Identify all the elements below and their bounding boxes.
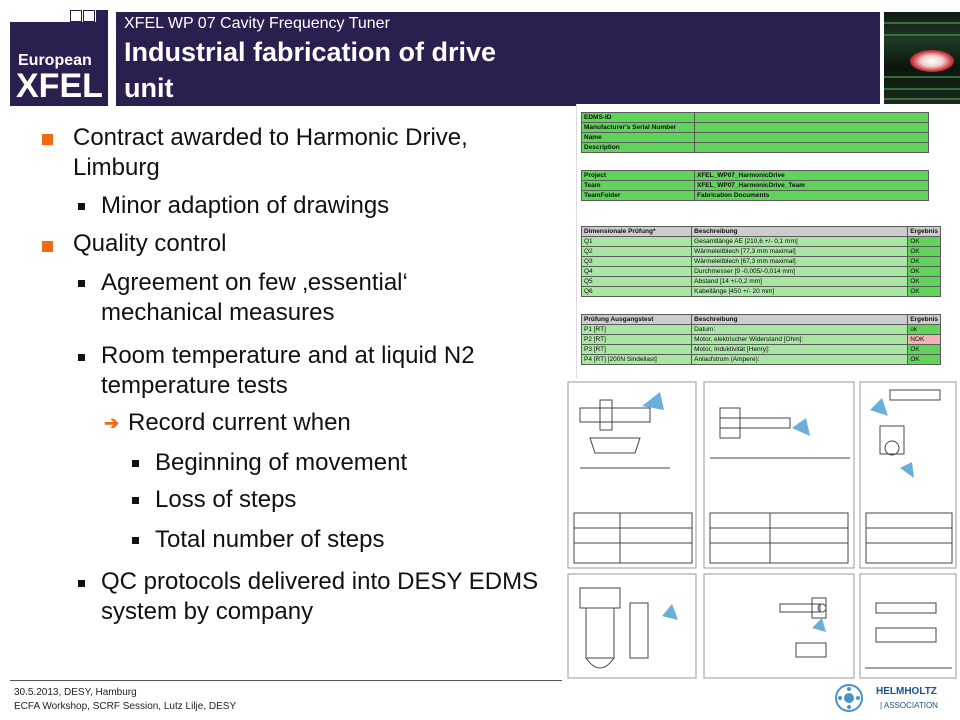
stamp-icon <box>812 618 826 632</box>
helmholtz-logo-text: HELMHOLTZ <box>876 686 937 697</box>
table-cell: Q4 <box>582 267 692 277</box>
bullet-square-icon <box>42 241 53 252</box>
table-header: Dimensionale Prüfung* <box>582 227 692 237</box>
qc-protocol-sheet <box>576 104 960 390</box>
result-cell: OK <box>908 287 941 297</box>
table-cell: P2 [RT] <box>582 335 692 345</box>
stamp-icon <box>642 392 664 410</box>
stamp-icon <box>792 418 810 436</box>
logo-line1: European <box>18 52 92 69</box>
table-cell: P4 [RT] [200N Sindellast] <box>582 355 692 365</box>
footer-divider <box>10 680 562 681</box>
edms-label: Manufacturer's Serial Number <box>582 123 695 133</box>
project-key: Team <box>582 181 695 191</box>
table-cell: Q1 <box>582 237 692 247</box>
sub-bullet-icon <box>132 460 139 467</box>
logo-square-icon <box>96 10 108 22</box>
bullet-item: Record current when <box>128 409 351 436</box>
header-photo <box>884 12 960 106</box>
table-cell: Q3 <box>582 257 692 267</box>
result-cell: ok <box>908 325 941 335</box>
logo-square-icon <box>83 10 95 22</box>
edms-label: Description <box>582 143 695 153</box>
dimension-check-table <box>581 226 941 297</box>
logo-square-icon <box>70 10 82 22</box>
bullet-item: Contract awarded to Harmonic Drive, Limburg <box>73 124 468 181</box>
table-header: Beschreibung <box>692 315 908 325</box>
arrow-right-icon: ➔ <box>104 413 120 433</box>
table-cell: Q5 <box>582 277 692 287</box>
stamp-icon <box>900 462 914 478</box>
drawings-svg <box>560 378 960 680</box>
bullet-square-icon <box>42 134 53 145</box>
table-cell: Abstand [14 +/-0,2 mm] <box>692 277 908 287</box>
bullet-item: Quality control <box>73 230 227 257</box>
bullet-item: Total number of steps <box>155 526 385 553</box>
helmholtz-association-text: | ASSOCIATION <box>880 701 938 710</box>
result-cell: OK <box>908 267 941 277</box>
result-cell: OK <box>908 237 941 247</box>
bullet-item: QC protocols delivered into DESY EDMS system by company <box>101 568 539 625</box>
result-cell: OK <box>908 277 941 287</box>
result-cell: OK <box>908 345 941 355</box>
result-cell: OK <box>908 355 941 365</box>
table-cell: P1 [RT] <box>582 325 692 335</box>
project-key: Project <box>582 171 695 181</box>
output-test-table <box>581 314 941 365</box>
project-value: XFEL_WP07_HarmonicDrive_Team <box>695 181 929 191</box>
table-header: Ergebnis <box>908 315 941 325</box>
table-cell: Motor, Induktivität [Henry]: <box>692 345 908 355</box>
project-value: Fabrication Documents <box>695 191 929 201</box>
table-cell: Gesamtlänge AE [210,6 +/- 0,1 mm] <box>692 237 908 247</box>
footer-event: ECFA Workshop, SCRF Session, Lutz Lilje, DESY <box>14 701 237 712</box>
bullet-item: Beginning of movement <box>155 449 408 476</box>
sub-bullet-icon <box>78 354 85 361</box>
edms-table <box>581 112 929 153</box>
table-header: Beschreibung <box>692 227 908 237</box>
table-header: Ergebnis <box>908 227 941 237</box>
sub-bullet-icon <box>78 280 85 287</box>
footer-date: 30.5.2013, DESY, Hamburg <box>14 687 137 698</box>
sub-bullet-icon <box>78 580 85 587</box>
project-table <box>581 170 929 201</box>
table-cell: Durchmesser [9 -0,005/-0,014 mm] <box>692 267 908 277</box>
table-cell: Q6 <box>582 287 692 297</box>
title-bar <box>116 12 880 106</box>
table-cell: Wärmeleitblech [67,3 mm maximal] <box>692 257 908 267</box>
result-cell: OK <box>908 257 941 267</box>
bullet-item: Room temperature and at liquid N2 temperature tests <box>101 342 475 399</box>
logo-line2: XFEL <box>16 67 103 105</box>
result-cell: OK <box>908 247 941 257</box>
result-cell: NOK <box>908 335 941 345</box>
sub-bullet-icon <box>78 203 85 210</box>
table-cell: Kabellänge [450 +/- 20 mm] <box>692 287 908 297</box>
stamp-icon <box>870 398 888 416</box>
slide-subtitle: XFEL WP 07 Cavity Frequency Tuner <box>124 15 390 32</box>
bullet-item: Loss of steps <box>155 486 297 513</box>
technical-drawings <box>560 378 960 680</box>
slide-title: Industrial fabrication of drive unit <box>124 37 497 103</box>
edms-label: EDMS-ID <box>582 113 695 123</box>
table-cell: P3 [RT] <box>582 345 692 355</box>
desy-logo-icon <box>834 683 864 713</box>
table-cell: Motor, elektrischer Widerstand [Ohm]: <box>692 335 908 345</box>
table-cell: Wärmeleitblech [77,3 mm maximal] <box>692 247 908 257</box>
table-header: Prüfung Ausgangstest <box>582 315 692 325</box>
european-xfel-logo <box>10 22 108 106</box>
table-cell: Q2 <box>582 247 692 257</box>
sub-bullet-icon <box>132 497 139 504</box>
edms-label: Name <box>582 133 695 143</box>
bullet-item: Minor adaption of drawings <box>101 192 390 219</box>
stamp-icon <box>662 604 678 620</box>
bullet-item: Agreement on few ‚essential‘ mechanical measures <box>101 269 408 326</box>
table-cell: Datum: <box>692 325 908 335</box>
table-cell: Anlaufstrom (Ampere): <box>692 355 908 365</box>
project-key: TeamFolder <box>582 191 695 201</box>
project-value: XFEL_WP07_HarmonicDrive <box>695 171 929 181</box>
sub-bullet-icon <box>132 537 139 544</box>
